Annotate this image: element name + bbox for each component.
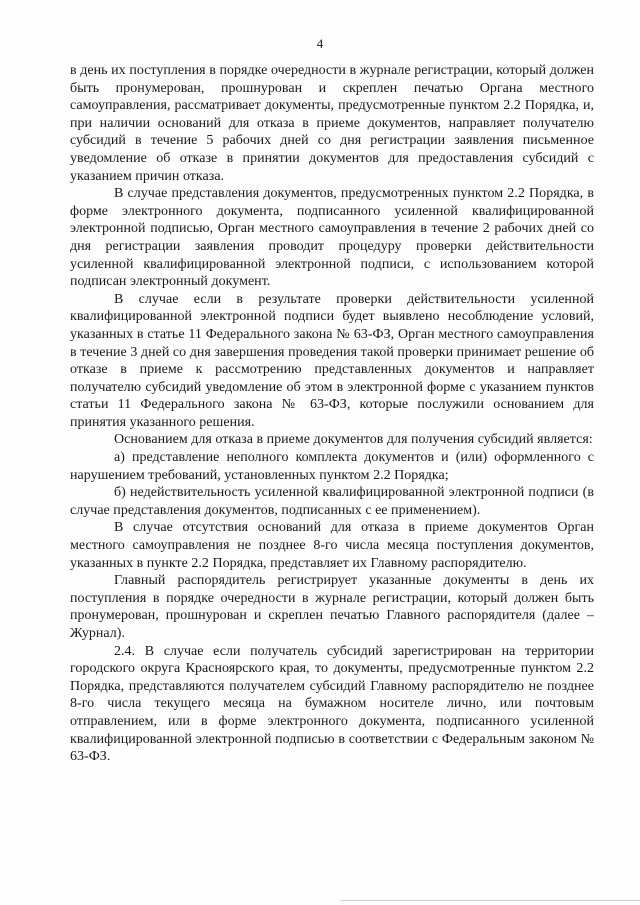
scan-edge-line [340,900,640,901]
paragraph-signature-check: В случае если в результате проверки действительности усиленной квалифицированной электронной подписи будет выявлено несоблюдение условий, указанных в статье 11 Федерального закона № 63-ФЗ, Орган местного самоуправления в течение 3 дней со дня завершения проведения такой проверки принимает решение об отказе в приеме к рассмотрению представленных документов и направляет получателю субсидий уведомление об этом в электронной форме с указанием пунктов статьи 11 Федерального закона № 63-ФЗ, которые послужили основанием для принятия указанного решения. [70,291,594,430]
paragraph-electronic-submission: В случае представления документов, предусмотренных пунктом 2.2 Порядка, в форме электронного документа, подписанного усиленной квалифицированной электронной подписью, Орган местного самоуправления в течение 2 рабочих дней со дня регистрации заявления проводит процедуру проверки действительности усиленной квалифицированной электронной подписи, с использованием которой подписан электронный документ. [70,186,594,290]
paragraph-continuation: в день их поступления в порядке очередности в журнале регистрации, который должен быть пронумерован, прошнурован и скреплен печатью Органа местного самоуправления, рассматривает документы, предусмотренные пунктом 2.2 Порядка, и, при наличии оснований для отказа в приеме документов, направляет получателю субсидий в течение 5 рабочих дней со дня регистрации заявления письменное уведомление об отказе в принятии документов для предоставления субсидий с указанием причин отказа. [70,63,594,184]
page-number: 4 [316,36,324,51]
list-item-a: а) представление неполного комплекта документов и (или) оформленного с нарушением требований, установленных пунктом 2.2 Порядка; [70,450,594,483]
list-item-b: б) недействительность усиленной квалифицированной электронной подписи (в случае представления документов, подписанных с ее применением). [70,485,594,518]
document-body [70,62,594,766]
paragraph-clause-2-4: 2.4. В случае если получатель субсидий зарегистрирован на территории городского округа Красноярского края, то документы, предусмотренные пунктом 2.2 Порядка, представляются получателем субсидий Главному распорядителю не позднее 8-го числа текущего месяца на бумажном носителе лично, или почтовым отправлением, или в форме электронного документа, подписанного усиленной квалифицированной электронной подписью в соответствии с Федеральным законом № 63-ФЗ. [70,643,594,765]
paragraph-no-refusal: В случае отсутствия оснований для отказа в приеме документов Орган местного самоуправления не позднее 8-го числа месяца поступления документов, указанных в пункте 2.2 Порядка, представляет их Главному распорядителю. [70,520,594,571]
paragraph-refusal-grounds: Основанием для отказа в приеме документов для получения субсидий является: [114,432,593,448]
paragraph-registration: Главный распорядитель регистрирует указанные документы в день их поступления в порядке очередности в журнале регистрации, который должен быть пронумерован, прошнурован и скреплен печатью Главного распорядителя (далее – Журнал). [70,573,594,641]
